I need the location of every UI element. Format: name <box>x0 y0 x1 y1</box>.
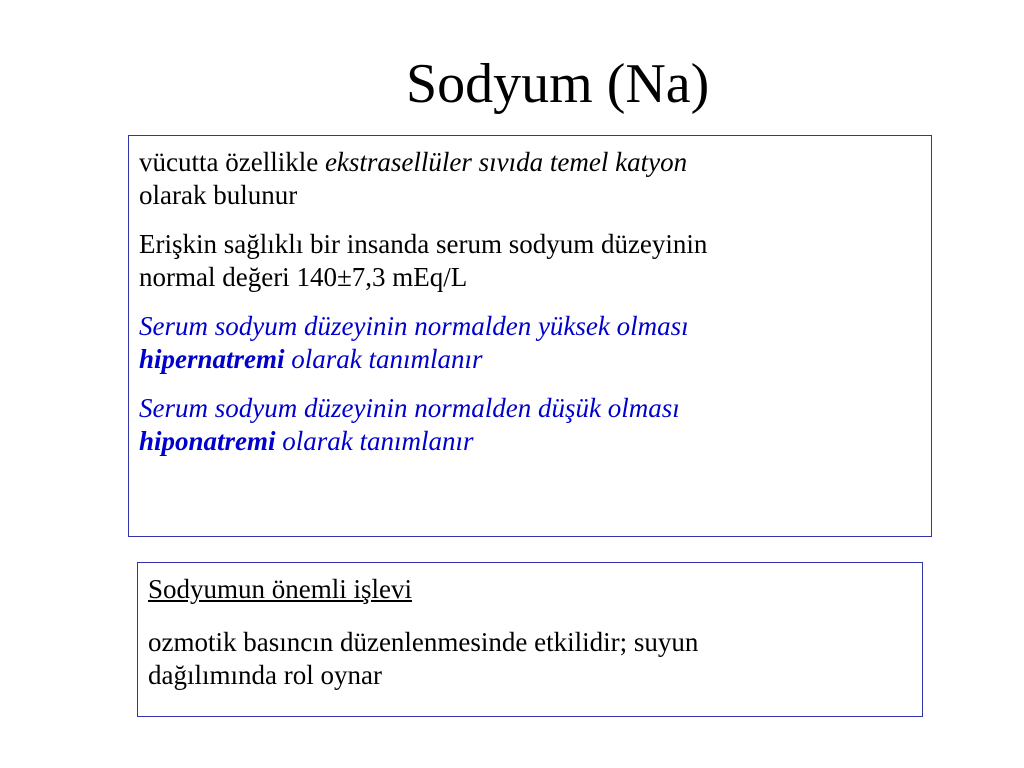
hyponatremia-term: hiponatremi <box>139 426 276 456</box>
sodium-function-box <box>137 562 923 717</box>
ecf-text-suffix: olarak bulunur <box>139 180 298 210</box>
hyponatremia-line1: Serum sodyum düzeyinin normalden düşük olması <box>139 393 680 423</box>
hypernatremia-paragraph <box>139 310 919 376</box>
ecf-text-prefix: vücutta özellikle <box>139 147 325 177</box>
ecf-italic-phrase: ekstrasellüler sıvıda temel katyon <box>324 147 688 177</box>
function-line1: ozmotik basıncın düzenlenmesinde etkilidir; suyun <box>148 627 699 657</box>
normal-value-line1: Erişkin sağlıklı bir insanda serum sodyum düzeyinin <box>139 229 708 259</box>
function-description-paragraph <box>148 626 910 692</box>
hypernatremia-term: hipernatremi <box>139 344 285 374</box>
hyponatremia-rest: olarak tanımlanır <box>275 426 474 456</box>
function-heading: Sodyumun önemli işlevi <box>148 574 413 604</box>
ecf-cation-paragraph <box>139 146 919 212</box>
slide-title: Sodyum (Na) <box>406 53 710 115</box>
normal-value-line2: normal değeri 140±7,3 mEq/L <box>139 262 468 292</box>
hyponatremia-paragraph <box>139 392 919 458</box>
hypernatremia-rest: olarak tanımlanır <box>284 344 483 374</box>
hypernatremia-line1: Serum sodyum düzeyinin normalden yüksek olması <box>139 311 689 341</box>
normal-value-paragraph <box>139 228 919 294</box>
function-line2: dağılımında rol oynar <box>148 660 382 690</box>
function-heading-paragraph <box>148 573 910 606</box>
sodium-definition-box <box>128 135 932 537</box>
